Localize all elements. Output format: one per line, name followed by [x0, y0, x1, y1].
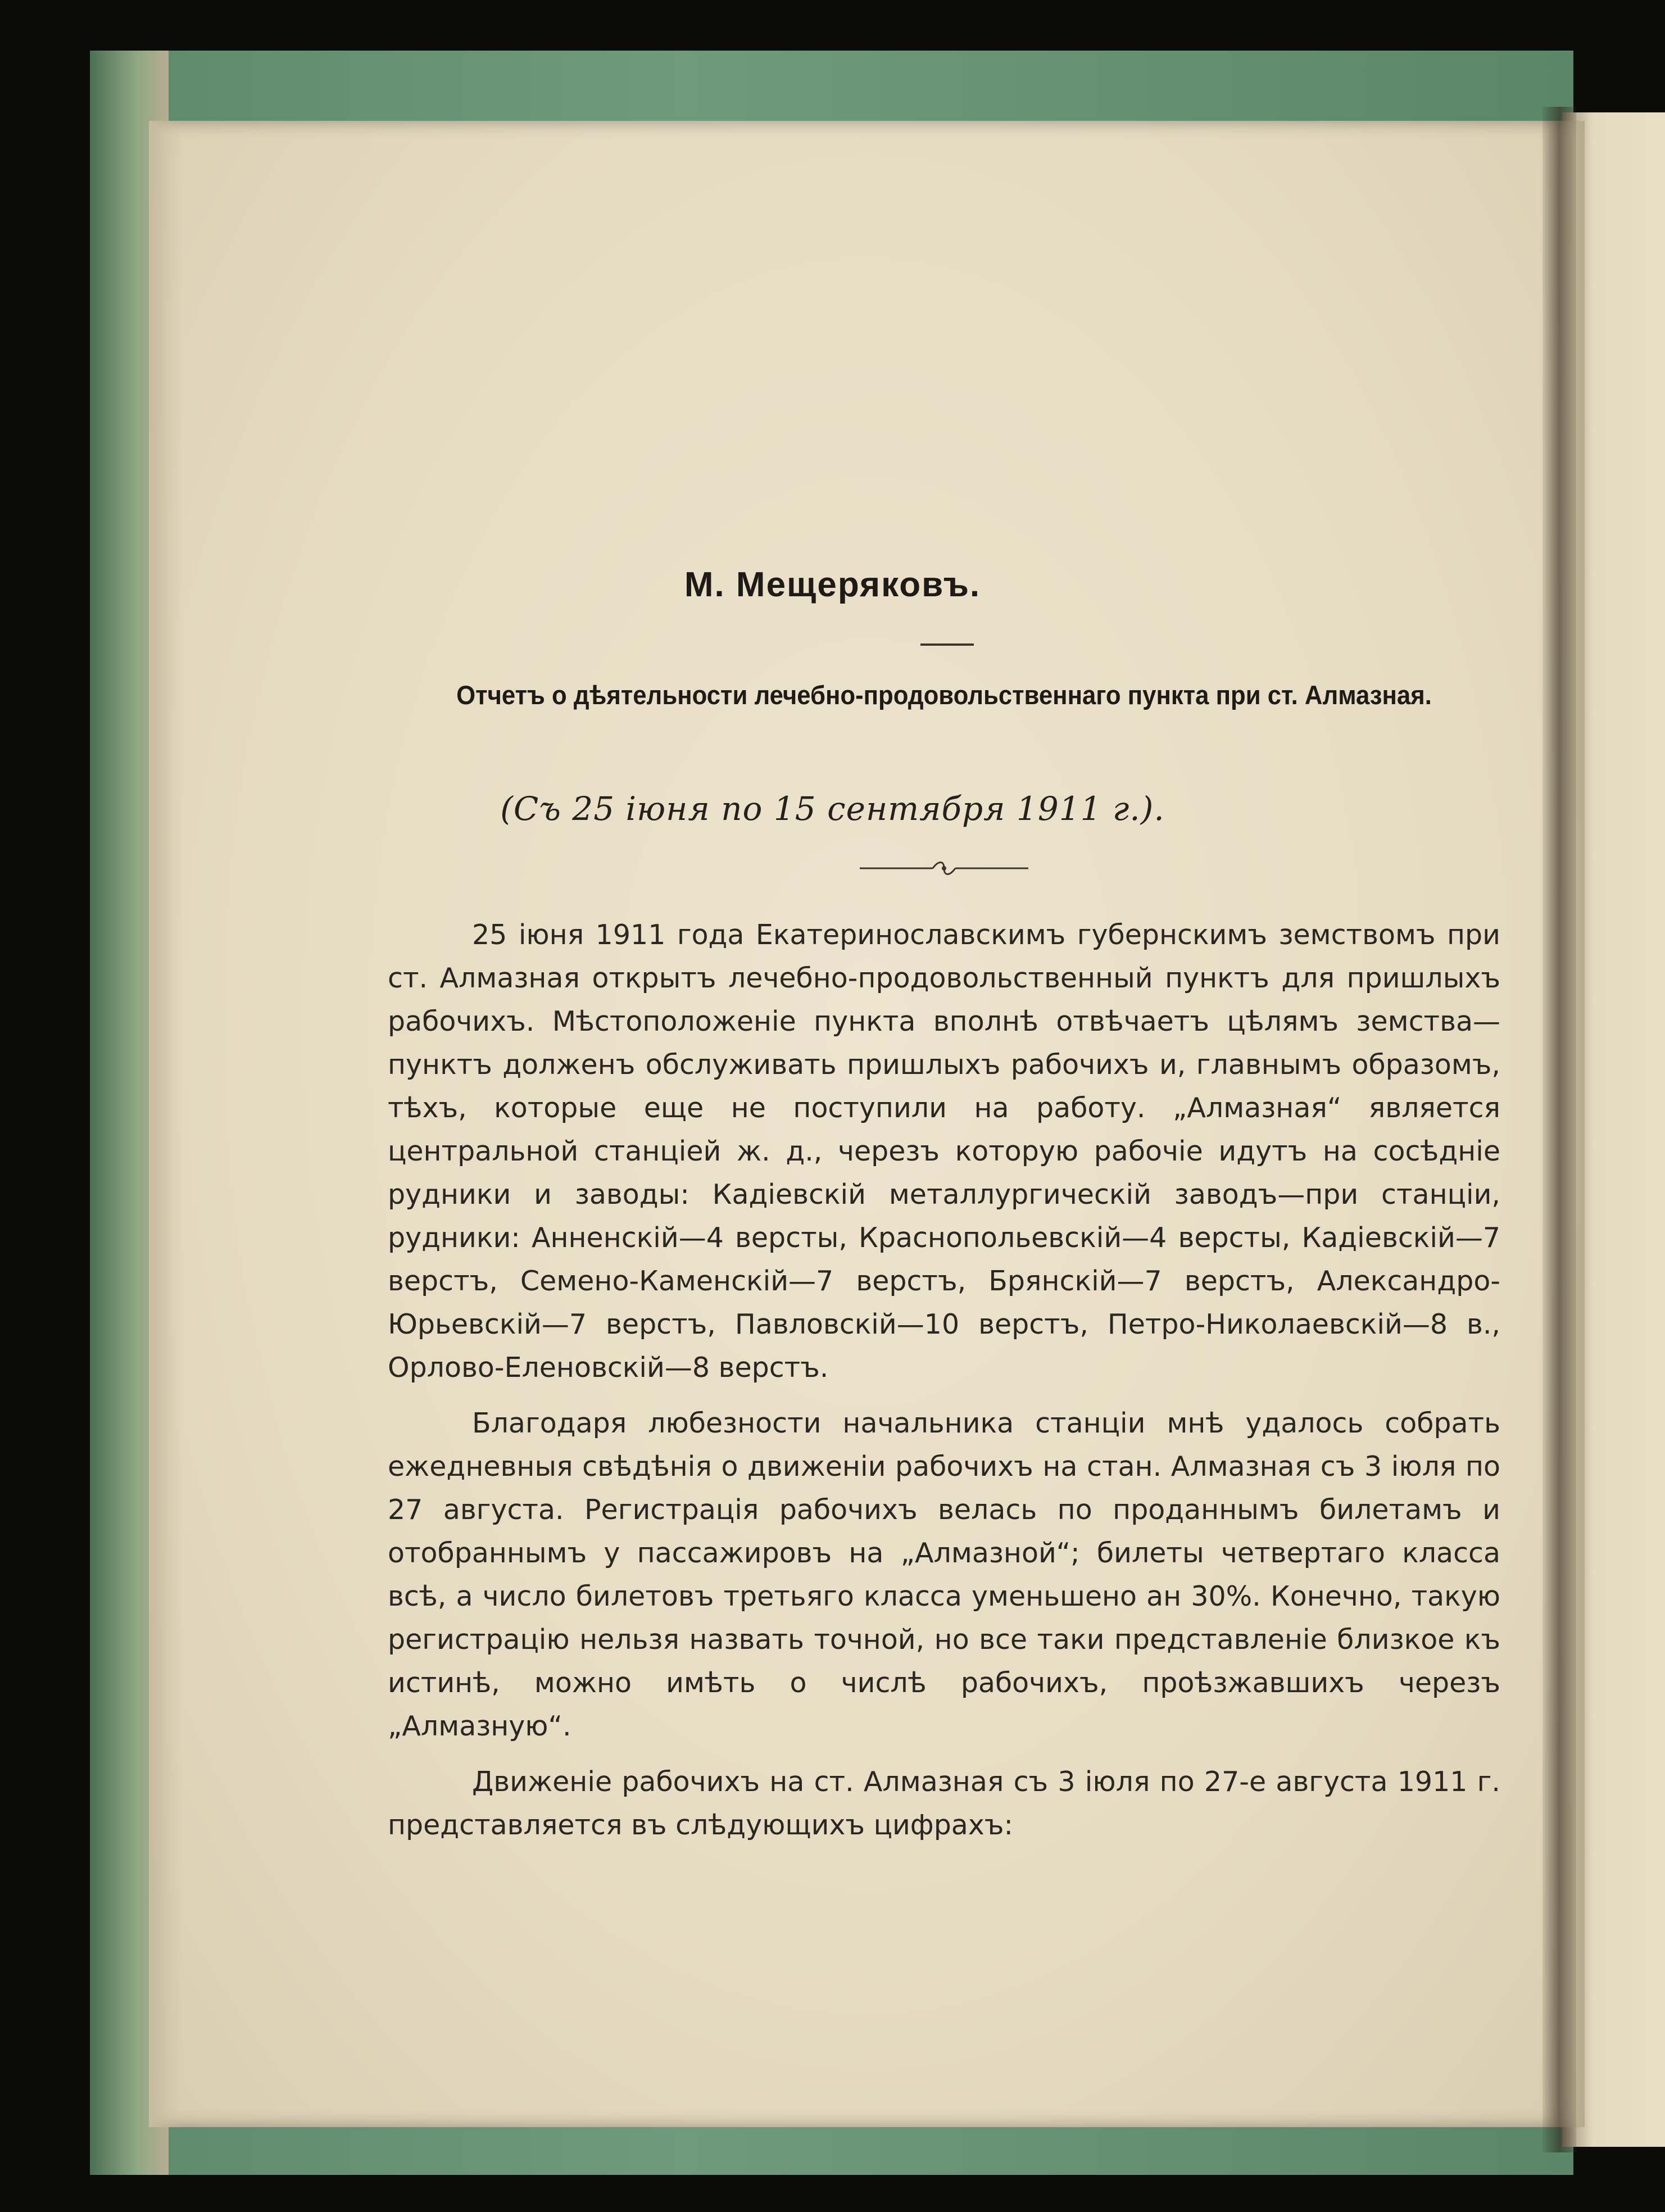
- spine-shadow: [1542, 107, 1576, 2152]
- ornament-divider-icon: [854, 857, 1034, 880]
- body-paragraph: 25 іюня 1911 года Екатеринославскимъ губернскимъ земствомъ при ст. Алмазная открытъ лечебно-продовольственный пунктъ для пришлыхъ рабочихъ. Мѣстоположеніе пункта вполнѣ отвѣчаетъ цѣлямъ земства—пунктъ долженъ обслуживать пришлыхъ рабочихъ и, главнымъ образомъ, тѣхъ, которые еще не поступили на работу. „Алмазная“ является центральной станціей ж. д., черезъ которую рабочіе идутъ на сосѣдніе рудники и заводы: Кадіевскій металлургическій заводъ—при станціи, рудники: Анненскій—4 версты, Краснопольевскій—4 версты, Кадіевскій—7 верстъ, Семено-Каменскій—7 верстъ, Брянскій—7 верстъ, Александро-Юрьевскій—7 верстъ, Павловскій—10 верстъ, Петро-Николаевскій—8 в., Орлово-Еленовскій—8 верстъ.: [388, 919, 1500, 1384]
- page-left-shading: [149, 121, 183, 2127]
- body-paragraph: Движеніе рабочихъ на ст. Алмазная съ 3 іюля по 27-е августа 1911 г. представляется въ слѣдующихъ цифрахъ:: [388, 1766, 1500, 1841]
- report-title: Отчетъ о дѣятельности лечебно-продовольственнаго пункта при ст. Алмазная.: [456, 680, 1432, 710]
- report-body: [388, 913, 1500, 1859]
- title-divider-rule: [920, 643, 974, 646]
- report-period: (Съ 25 іюня по 15 сентября 1911 г.).: [500, 790, 1165, 828]
- author-name: М. Мещеряковъ.: [684, 565, 981, 604]
- body-paragraph: Благодаря любезности начальника станціи мнѣ удалось собрать ежедневныя свѣдѣнія о движеніи рабочихъ на стан. Алмазная съ 3 іюля по 27 августа. Регистрація рабочихъ велась по проданнымъ билетамъ и отобраннымъ у пассажировъ на „Алмазной“; билеты четвертаго класса всѣ, а число билетовъ третьяго класса уменьшено ан 30%. Конечно, такую регистрацію нельзя назвать точной, но все таки представленіе близкое къ истинѣ, можно имѣть о числѣ рабочихъ, проѣзжавшихъ черезъ „Алмазную“.: [388, 1407, 1500, 1742]
